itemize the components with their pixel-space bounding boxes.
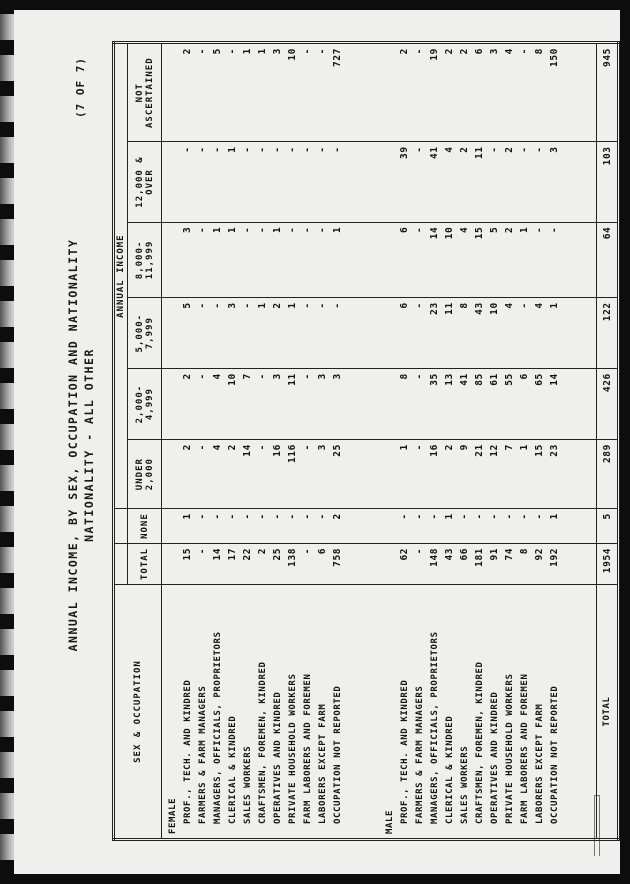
value-cell: 1 xyxy=(442,509,457,544)
value-cell: 3 xyxy=(330,369,345,440)
value-cell: 25 xyxy=(330,440,345,509)
value-cell: - xyxy=(532,509,547,544)
value-cell: - xyxy=(195,440,210,509)
value-cell: 6 xyxy=(397,298,412,369)
table-row xyxy=(547,43,562,840)
value-cell: 8 xyxy=(532,43,547,142)
document-title: ANNUAL INCOME, BY SEX, OCCUPATION AND NATIONALITY xyxy=(66,238,80,652)
occupation-label: MANAGERS, OFFICIALS, PROPRIETORS xyxy=(210,585,225,840)
value-cell: 23 xyxy=(547,440,562,509)
value-cell: 10 xyxy=(487,298,502,369)
table-row xyxy=(487,43,502,840)
table-row xyxy=(457,43,472,840)
empty-cell xyxy=(345,585,379,840)
value-cell: 14 xyxy=(240,440,255,509)
empty-cell xyxy=(345,509,379,544)
table-row xyxy=(532,43,547,840)
value-cell: 17 xyxy=(225,543,240,584)
value-cell: - xyxy=(300,298,315,369)
empty-cell xyxy=(562,43,597,142)
value-cell: 1 xyxy=(397,440,412,509)
empty-cell xyxy=(162,142,181,222)
value-cell: - xyxy=(195,222,210,298)
value-cell: 2 xyxy=(330,509,345,544)
value-cell: 181 xyxy=(472,543,487,584)
table-row xyxy=(270,43,285,840)
table-row xyxy=(397,43,412,840)
value-cell: 3 xyxy=(270,43,285,142)
value-cell: 41 xyxy=(427,142,442,222)
section-header-row xyxy=(379,43,397,840)
occupation-label: LABORERS EXCEPT FARM xyxy=(315,585,330,840)
value-cell: - xyxy=(457,509,472,544)
value-cell: 4 xyxy=(442,142,457,222)
section-spacer xyxy=(562,43,597,840)
value-cell: - xyxy=(315,142,330,222)
value-cell: - xyxy=(517,43,532,142)
empty-cell xyxy=(562,142,597,222)
value-cell: 4 xyxy=(502,43,517,142)
value-cell: 62 xyxy=(397,543,412,584)
value-cell: 2 xyxy=(225,440,240,509)
table-row xyxy=(517,43,532,840)
empty-cell xyxy=(345,543,379,584)
value-cell: 8 xyxy=(457,298,472,369)
value-cell: 3 xyxy=(270,369,285,440)
value-cell: - xyxy=(300,222,315,298)
value-cell: - xyxy=(517,298,532,369)
empty-cell xyxy=(162,543,181,584)
value-cell: 22 xyxy=(240,543,255,584)
value-cell: - xyxy=(285,509,300,544)
occupation-label: FARMERS & FARM MANAGERS xyxy=(412,585,427,840)
value-cell: 6 xyxy=(517,369,532,440)
occupation-label: OPERATIVES AND KINDRED xyxy=(487,585,502,840)
section-label: MALE xyxy=(379,585,397,840)
value-cell: - xyxy=(300,543,315,584)
value-cell: 2 xyxy=(180,440,195,509)
table-body xyxy=(162,43,619,840)
occupation-label: FARM LABORERS AND FOREMEN xyxy=(517,585,532,840)
value-cell: 3 xyxy=(315,369,330,440)
table-row xyxy=(427,43,442,840)
income-table xyxy=(112,41,620,841)
value-cell: - xyxy=(240,298,255,369)
value-cell: 5 xyxy=(487,222,502,298)
empty-cell xyxy=(162,43,181,142)
value-cell: 727 xyxy=(330,43,345,142)
value-cell: - xyxy=(255,509,270,544)
value-cell: - xyxy=(195,142,210,222)
value-cell: 1 xyxy=(180,509,195,544)
value-cell: - xyxy=(210,298,225,369)
occupation-label: MANAGERS, OFFICIALS, PROPRIETORS xyxy=(427,585,442,840)
occupation-label: PROF., TECH. AND KINDRED xyxy=(180,585,195,840)
value-cell: 74 xyxy=(502,543,517,584)
value-cell: - xyxy=(195,543,210,584)
value-cell: 39 xyxy=(397,142,412,222)
empty-cell xyxy=(379,440,397,509)
empty-cell xyxy=(345,298,379,369)
value-cell: - xyxy=(487,509,502,544)
value-cell: - xyxy=(517,509,532,544)
empty-cell xyxy=(162,369,181,440)
value-cell: 2 xyxy=(270,298,285,369)
table-row xyxy=(180,43,195,840)
value-cell: - xyxy=(255,440,270,509)
value-cell: 2 xyxy=(397,43,412,142)
value-cell: 8 xyxy=(397,369,412,440)
value-cell: - xyxy=(315,298,330,369)
value-cell: - xyxy=(195,298,210,369)
value-cell: 3 xyxy=(547,142,562,222)
value-cell: 6 xyxy=(315,543,330,584)
value-cell: - xyxy=(532,222,547,298)
value-cell: 13 xyxy=(442,369,457,440)
total-value-cell: 426 xyxy=(597,369,619,440)
value-cell: - xyxy=(472,509,487,544)
occupation-label: CRAFTSMEN, FOREMEN, KINDRED xyxy=(472,585,487,840)
value-cell: 61 xyxy=(487,369,502,440)
occupation-label: LABORERS EXCEPT FARM xyxy=(532,585,547,840)
table-row xyxy=(315,43,330,840)
total-value-cell: 1954 xyxy=(597,543,619,584)
value-cell: 43 xyxy=(442,543,457,584)
table-row xyxy=(300,43,315,840)
value-cell: 66 xyxy=(457,543,472,584)
value-cell: 1 xyxy=(225,142,240,222)
value-cell: 6 xyxy=(472,43,487,142)
value-cell: - xyxy=(502,509,517,544)
header-col-8000-11999: 8,000-11,999 xyxy=(128,222,162,298)
value-cell: 1 xyxy=(270,222,285,298)
value-cell: - xyxy=(412,543,427,584)
value-cell: 1 xyxy=(255,298,270,369)
table-row xyxy=(225,43,240,840)
occupation-label: PRIVATE HOUSEHOLD WORKERS xyxy=(285,585,300,840)
value-cell: 138 xyxy=(285,543,300,584)
value-cell: 3 xyxy=(225,298,240,369)
table-row xyxy=(330,43,345,840)
value-cell: 1 xyxy=(240,43,255,142)
value-cell: - xyxy=(427,509,442,544)
value-cell: 3 xyxy=(315,440,330,509)
value-cell: 2 xyxy=(442,440,457,509)
value-cell: 2 xyxy=(502,222,517,298)
value-cell: 1 xyxy=(285,298,300,369)
empty-cell xyxy=(379,509,397,544)
occupation-label: SALES WORKERS xyxy=(457,585,472,840)
empty-cell xyxy=(379,222,397,298)
value-cell: 11 xyxy=(472,142,487,222)
header-annual-income: ANNUAL INCOME xyxy=(114,43,128,509)
value-cell: - xyxy=(330,298,345,369)
section-label: FEMALE xyxy=(162,585,181,840)
value-cell: - xyxy=(240,142,255,222)
value-cell: 15 xyxy=(532,440,547,509)
occupation-label: CLERICAL & KINDRED xyxy=(225,585,240,840)
value-cell: 758 xyxy=(330,543,345,584)
occupation-label: PROF., TECH. AND KINDRED xyxy=(397,585,412,840)
value-cell: - xyxy=(412,440,427,509)
value-cell: 5 xyxy=(210,43,225,142)
empty-cell xyxy=(562,222,597,298)
value-cell: - xyxy=(412,43,427,142)
table-row xyxy=(255,43,270,840)
value-cell: 12 xyxy=(487,440,502,509)
value-cell: 9 xyxy=(457,440,472,509)
value-cell: - xyxy=(255,142,270,222)
header-col-under-2000: UNDER 2,000 xyxy=(128,440,162,509)
empty-cell xyxy=(562,585,597,840)
value-cell: 4 xyxy=(210,440,225,509)
value-cell: 35 xyxy=(427,369,442,440)
value-cell: 11 xyxy=(442,298,457,369)
value-cell: 148 xyxy=(427,543,442,584)
value-cell: - xyxy=(330,142,345,222)
total-value-cell: 103 xyxy=(597,142,619,222)
empty-cell xyxy=(379,543,397,584)
document-subtitle: NATIONALITY - ALL OTHER xyxy=(82,348,96,542)
value-cell: - xyxy=(300,509,315,544)
value-cell: - xyxy=(300,142,315,222)
value-cell: - xyxy=(270,142,285,222)
value-cell: 19 xyxy=(427,43,442,142)
value-cell: - xyxy=(240,509,255,544)
section-spacer xyxy=(345,43,379,840)
value-cell: - xyxy=(315,222,330,298)
empty-cell xyxy=(162,440,181,509)
empty-cell xyxy=(562,543,597,584)
value-cell: - xyxy=(285,222,300,298)
value-cell: - xyxy=(195,43,210,142)
value-cell: - xyxy=(240,222,255,298)
value-cell: 16 xyxy=(427,440,442,509)
value-cell: 1 xyxy=(517,222,532,298)
header-sex-occupation: SEX & OCCUPATION xyxy=(114,585,162,840)
value-cell: - xyxy=(412,298,427,369)
occupation-label: SALES WORKERS xyxy=(240,585,255,840)
value-cell: 1 xyxy=(255,43,270,142)
occupation-label: FARMERS & FARM MANAGERS xyxy=(195,585,210,840)
value-cell: - xyxy=(487,142,502,222)
value-cell: 14 xyxy=(210,543,225,584)
occupation-label: OCCUPATION NOT REPORTED xyxy=(547,585,562,840)
total-value-cell: 289 xyxy=(597,440,619,509)
value-cell: 116 xyxy=(285,440,300,509)
value-cell: 1 xyxy=(210,222,225,298)
value-cell: - xyxy=(412,509,427,544)
value-cell: 11 xyxy=(285,369,300,440)
table-row xyxy=(285,43,300,840)
value-cell: - xyxy=(180,142,195,222)
value-cell: 150 xyxy=(547,43,562,142)
occupation-label: CRAFTSMEN, FOREMEN, KINDRED xyxy=(255,585,270,840)
value-cell: 2 xyxy=(457,43,472,142)
value-cell: - xyxy=(210,142,225,222)
value-cell: - xyxy=(547,222,562,298)
value-cell: 10 xyxy=(285,43,300,142)
value-cell: - xyxy=(255,369,270,440)
header-col-2000-4999: 2,000-4,999 xyxy=(128,369,162,440)
value-cell: 15 xyxy=(180,543,195,584)
value-cell: - xyxy=(225,509,240,544)
empty-cell xyxy=(379,142,397,222)
value-cell: - xyxy=(412,142,427,222)
empty-cell xyxy=(345,440,379,509)
value-cell: 2 xyxy=(457,142,472,222)
header-col-not-ascertained: NOT ASCERTAINED xyxy=(128,43,162,142)
occupation-label: PRIVATE HOUSEHOLD WORKERS xyxy=(502,585,517,840)
occupation-label: OPERATIVES AND KINDRED xyxy=(270,585,285,840)
value-cell: 91 xyxy=(487,543,502,584)
empty-cell xyxy=(162,298,181,369)
total-value-cell: 64 xyxy=(597,222,619,298)
empty-cell xyxy=(162,509,181,544)
value-cell: 3 xyxy=(180,222,195,298)
value-cell: - xyxy=(300,43,315,142)
value-cell: - xyxy=(285,142,300,222)
empty-cell xyxy=(562,369,597,440)
value-cell: - xyxy=(397,509,412,544)
value-cell: 21 xyxy=(472,440,487,509)
value-cell: 25 xyxy=(270,543,285,584)
empty-cell xyxy=(345,369,379,440)
value-cell: 14 xyxy=(547,369,562,440)
total-value-cell: 122 xyxy=(597,298,619,369)
value-cell: 43 xyxy=(472,298,487,369)
value-cell: 1 xyxy=(225,222,240,298)
value-cell: - xyxy=(412,222,427,298)
value-cell: - xyxy=(195,369,210,440)
value-cell: 5 xyxy=(180,298,195,369)
value-cell: 4 xyxy=(502,298,517,369)
value-cell: 41 xyxy=(457,369,472,440)
value-cell: 7 xyxy=(240,369,255,440)
empty-cell xyxy=(379,369,397,440)
occupation-label: OCCUPATION NOT REPORTED xyxy=(330,585,345,840)
value-cell: 1 xyxy=(547,298,562,369)
value-cell: 16 xyxy=(270,440,285,509)
empty-cell xyxy=(562,509,597,544)
empty-cell xyxy=(379,43,397,142)
table-row xyxy=(442,43,457,840)
header-col-12000-over: 12,000 & OVER xyxy=(128,142,162,222)
value-cell: 15 xyxy=(472,222,487,298)
total-value-cell: 5 xyxy=(597,509,619,544)
occupation-label: CLERICAL & KINDRED xyxy=(442,585,457,840)
value-cell: - xyxy=(270,509,285,544)
header-col-none: NONE xyxy=(128,509,162,544)
value-cell: - xyxy=(210,509,225,544)
value-cell: 23 xyxy=(427,298,442,369)
value-cell: 10 xyxy=(225,369,240,440)
value-cell: 10 xyxy=(442,222,457,298)
value-cell: 85 xyxy=(472,369,487,440)
header-blank xyxy=(114,509,128,544)
empty-cell xyxy=(562,298,597,369)
value-cell: - xyxy=(225,43,240,142)
value-cell: 1 xyxy=(547,509,562,544)
total-value-cell: 945 xyxy=(597,43,619,142)
empty-cell xyxy=(562,440,597,509)
header-blank xyxy=(114,543,128,584)
value-cell: 2 xyxy=(502,142,517,222)
value-cell: 2 xyxy=(255,543,270,584)
empty-cell xyxy=(345,43,379,142)
value-cell: 1 xyxy=(330,222,345,298)
table-row xyxy=(502,43,517,840)
occupation-label: FARM LABORERS AND FOREMEN xyxy=(300,585,315,840)
empty-cell xyxy=(345,142,379,222)
value-cell: 6 xyxy=(397,222,412,298)
header-col-total: TOTAL xyxy=(128,543,162,584)
value-cell: 192 xyxy=(547,543,562,584)
value-cell: - xyxy=(315,43,330,142)
value-cell: 3 xyxy=(487,43,502,142)
value-cell: - xyxy=(412,369,427,440)
section-header-row xyxy=(162,43,181,840)
value-cell: 92 xyxy=(532,543,547,584)
value-cell: 4 xyxy=(210,369,225,440)
value-cell: 8 xyxy=(517,543,532,584)
value-cell: 55 xyxy=(502,369,517,440)
empty-cell xyxy=(379,298,397,369)
table-row xyxy=(472,43,487,840)
total-label: TOTAL xyxy=(597,585,619,840)
value-cell: 2 xyxy=(180,43,195,142)
value-cell: 7 xyxy=(502,440,517,509)
total-row xyxy=(597,43,619,840)
value-cell: - xyxy=(532,142,547,222)
table-row xyxy=(210,43,225,840)
header-col-5000-7999: 5,000-7,999 xyxy=(128,298,162,369)
table-row xyxy=(240,43,255,840)
empty-cell xyxy=(162,222,181,298)
value-cell: - xyxy=(300,369,315,440)
table-row xyxy=(195,43,210,840)
empty-cell xyxy=(345,222,379,298)
value-cell: - xyxy=(195,509,210,544)
value-cell: 2 xyxy=(180,369,195,440)
value-cell: - xyxy=(517,142,532,222)
page-indicator: (7 OF 7) xyxy=(74,57,87,118)
value-cell: - xyxy=(315,509,330,544)
value-cell: 4 xyxy=(457,222,472,298)
value-cell: 14 xyxy=(427,222,442,298)
table-row xyxy=(412,43,427,840)
title-block xyxy=(60,35,120,855)
value-cell: 65 xyxy=(532,369,547,440)
value-cell: 2 xyxy=(442,43,457,142)
value-cell: - xyxy=(300,440,315,509)
rotated-table-region xyxy=(60,35,613,855)
value-cell: 1 xyxy=(517,440,532,509)
value-cell: 4 xyxy=(532,298,547,369)
value-cell: - xyxy=(255,222,270,298)
